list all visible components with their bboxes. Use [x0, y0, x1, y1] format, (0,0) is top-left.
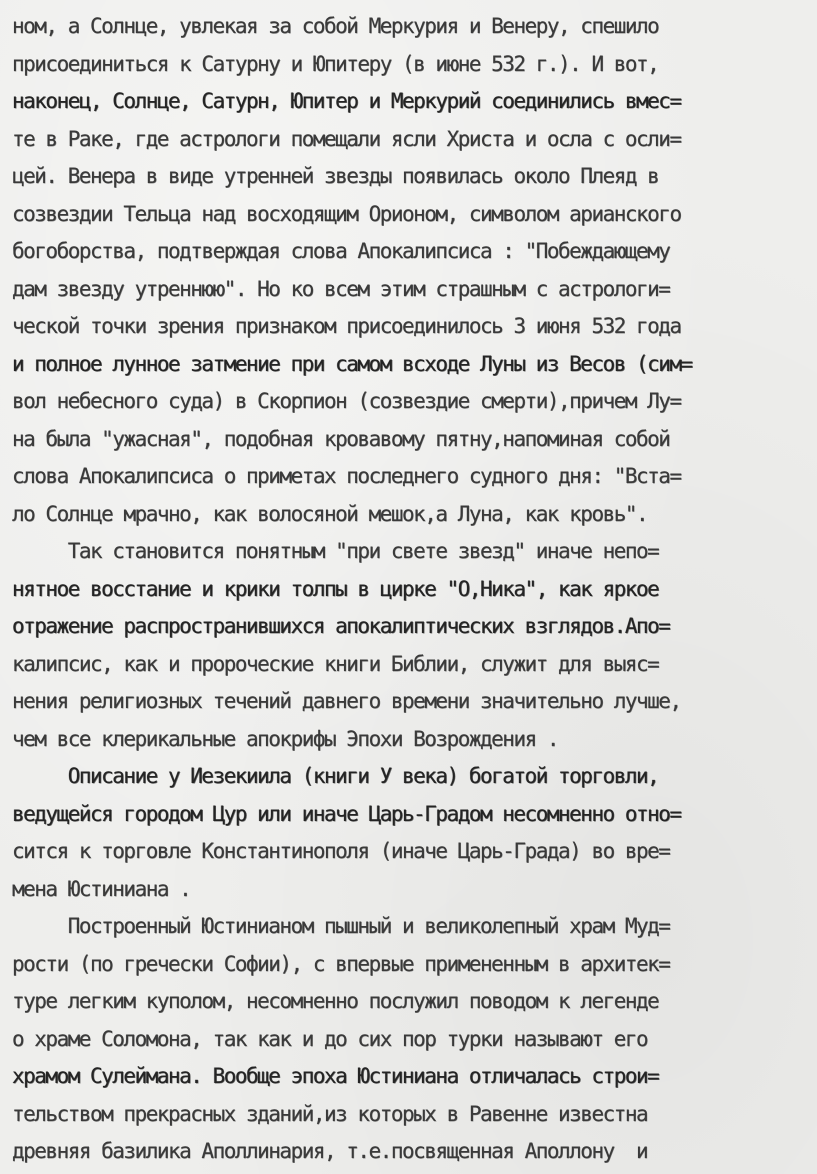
text-line: Так становится понятным "при свете звезд" иначе непо= [12, 539, 659, 563]
text-line: храмом Сулеймана. Вообще эпоха Юстиниана отличалась строи= [12, 1064, 659, 1088]
text-line: нения религиозных течений давнего времени значительно лучше, [12, 689, 681, 713]
text-line: сится к торговле Константинополя (иначе Царь-Града) во вре= [12, 839, 670, 863]
text-line: ло Солнце мрачно, как волосяной мешок,а Луна, как кровь". [12, 501, 648, 526]
text-line: дам звезду утреннюю". Но ко всем этим страшным с астрологи= [12, 276, 670, 301]
text-line: чем все клерикальные апокрифы Эпохи Возрождения . [12, 726, 559, 751]
text-line: тельством прекрасных зданий,из которых в Равенне известна [12, 1101, 648, 1126]
text-line: туре легким куполом, несомненно послужил поводом к легенде [12, 989, 659, 1013]
text-line: древняя базилика Аполлинария, т.е.посвященная Аполлону и [12, 1139, 648, 1163]
text-line: наконец, Солнце, Сатурн, Юпитер и Меркурий соединились вмес= [12, 89, 681, 113]
text-line: о храме Соломона, так как и до сих пор турки называют его [12, 1026, 648, 1051]
text-line: мена Юстиниана . [12, 876, 191, 901]
text-line: отражение распространившихся апокалиптических взглядов.Апо= [12, 614, 670, 638]
text-line: ном, а Солнце, увлекая за собой Меркурия и Венеру, спешило [12, 14, 659, 38]
text-line: ческой точки зрения признаком присоединилось 3 июня 532 года [12, 314, 681, 338]
text-line: Построенный Юстинианом пышный и великолепный храм Муд= [12, 914, 670, 938]
text-line: созвездии Тельца над восходящим Орионом, символом арианского [12, 201, 681, 226]
text-line: ведущейся городом Цур или иначе Царь-Градом несомненно отно= [12, 801, 681, 826]
text-line: калипсис, как и пророческие книги Библии, служит для выяс= [12, 651, 659, 676]
text-line: слова Апокалипсиса о приметах последнего судного дня: "Вста= [12, 464, 681, 488]
text-line: присоединиться к Сатурну и Юпитеру (в июне 532 г.). И вот, [12, 51, 659, 76]
text-line: и полное лунное затмение при самом всходе Луны из Весов (сим= [12, 351, 692, 376]
page-text [12, 8, 812, 1171]
text-line: богоборства, подтверждая слова Апокалипсиса : "Побеждающему [12, 239, 670, 263]
text-line: нятное восстание и крики толпы в цирке "О,Ника", как яркое [12, 576, 659, 601]
text-line: Описание у Иезекиила (книги У века) богатой торговли, [12, 764, 659, 788]
text-line: цей. Венера в виде утренней звезды появилась около Плеяд в [12, 164, 659, 188]
text-line: на была "ужасная", подобная кровавому пятну,напоминая собой [12, 426, 670, 451]
text-line: те в Раке, где астрологи помещали ясли Христа и осла с осли= [12, 126, 681, 151]
text-line: вол небесного суда) в Скорпион (созвездие смерти),причем Лу= [12, 389, 681, 413]
text-line: рости (по гречески Софии), с впервые примененным в архитек= [12, 951, 670, 976]
